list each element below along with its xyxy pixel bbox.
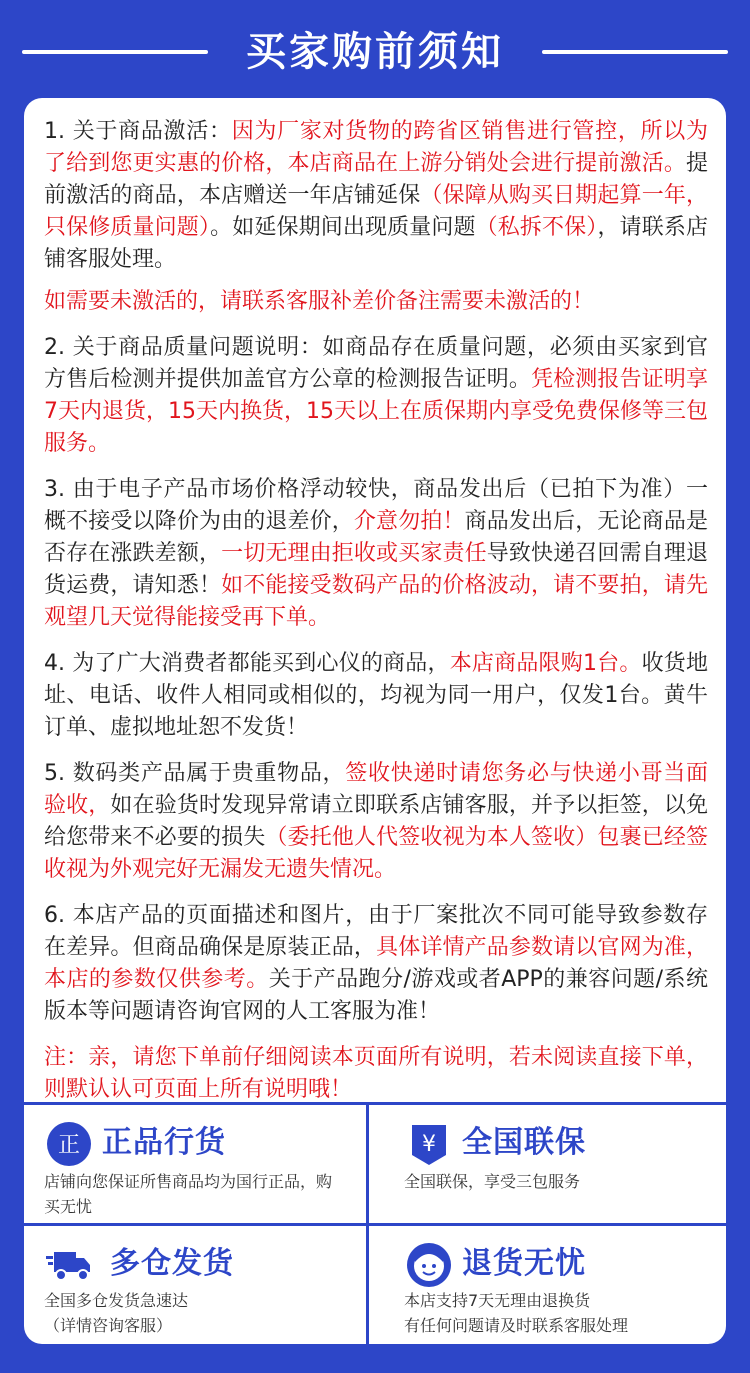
feature-desc <box>404 1288 704 1338</box>
feature-desc-line: 有任何问题请及时联系客服处理 <box>404 1316 629 1335</box>
smiley-service-icon <box>406 1242 452 1288</box>
notice-text: 导致快递召回需自理退货运费，请知悉！ <box>44 541 708 598</box>
feature-title: 退货无忧 <box>462 1246 586 1281</box>
notice-text: 2. 关于商品质量问题说明：如商品存在质量问题，必须由买家到官方售后检测并提供加盖官方公章的检测报告证明。 <box>44 335 708 392</box>
feature-desc-line: 全国多仓发货急速达 <box>44 1291 189 1310</box>
notice-text: ，请联系店铺客服处理。 <box>44 215 708 272</box>
notice-highlight: 注：亲，请您下单前仔细阅读本页面所有说明，若未阅读直接下单，则默认认可页面上所有说明哦！ <box>44 1045 708 1102</box>
notice-text: 商品发出后，无论商品是否存在涨跌差额， <box>44 509 708 566</box>
feature-title: 多仓发货 <box>110 1246 234 1281</box>
feature-warehouse <box>24 1226 344 1344</box>
notice-paragraph <box>44 648 708 744</box>
notice-paragraph <box>44 1042 708 1106</box>
notice-text: 3. 由于电子产品市场价格浮动较快，商品发出后（已拍下为准）一概不接受以降价为由的退差价， <box>44 477 708 534</box>
header <box>0 0 750 96</box>
notice-text: 关于产品跑分/游戏或者APP的兼容问题/系统版本等问题请咨询官网的人工客服为准！ <box>44 967 708 1024</box>
notice-highlight: 介意勿拍！ <box>353 509 465 534</box>
feature-desc: 店铺向您保证所售商品均为国行正品，购买无忧 <box>44 1172 333 1216</box>
feature-title: 全国联保 <box>462 1125 586 1160</box>
notice-text: 如在验货时发现异常请立即联系店铺客服，并予以拒签，以免给您带来不必要的损失 <box>44 793 708 850</box>
notice-paragraph <box>44 758 708 886</box>
notice-highlight: （委托他人代签收视为本人签收）包裹已经签收视为外观完好无漏发无遗失情况。 <box>44 825 708 882</box>
notice-text: 4. 为了广大消费者都能买到心仪的商品， <box>44 651 450 676</box>
page-title: 买家购前须知 <box>246 29 504 75</box>
feature-returns <box>384 1226 704 1344</box>
notice-highlight: 如需要未激活的，请联系客服补差价备注需要未激活的！ <box>44 289 595 314</box>
notice-highlight: 具体详情产品参数请以官网为准，本店的参数仅供参考。 <box>44 935 708 992</box>
feature-genuine <box>24 1105 344 1223</box>
notice-highlight: 如不能接受数码产品的价格波动，请不要拍，请先观望几天觉得能接受再下单。 <box>44 573 708 630</box>
notice-text: 收货地址、电话、收件人相同或相似的，均视为同一用户，仅发1台。黄牛订单、虚拟地址恕不发货！ <box>44 651 708 740</box>
zheng-badge-icon <box>46 1121 92 1167</box>
feature-grid <box>24 1102 726 1344</box>
notice-highlight: 一切无理由拒收或买家责任 <box>221 541 487 566</box>
notice-highlight: （保障从购买日期起算一年，只保修质量问题） <box>44 183 708 240</box>
notice-highlight: 因为厂家对货物的跨省区销售进行管控，所以为了给到您更实惠的价格，本店商品在上游分销处会进行提前激活。 <box>44 119 708 176</box>
notice-highlight: 本店商品限购1台。 <box>449 651 642 676</box>
notice-paragraph <box>44 286 708 318</box>
notice-text: 5. 数码类产品属于贵重物品， <box>44 761 346 786</box>
svg-text:正: 正 <box>57 1133 81 1158</box>
notice-highlight: 签收快递时请您务必与快递小哥当面验收， <box>44 761 708 818</box>
notice-text: 6. 本店产品的页面描述和图片，由于厂案批次不同可能导致参数存在差异。但商品确保是原装正品， <box>44 903 708 960</box>
feature-desc-line: （详情咨询客服） <box>44 1316 173 1335</box>
delivery-truck-icon <box>42 1242 96 1288</box>
notice-text: 。如延保期间出现质量问题 <box>210 215 476 240</box>
notice-paragraph <box>44 900 708 1028</box>
svg-text:¥: ¥ <box>422 1132 436 1157</box>
notice-text: 1. 关于商品激活： <box>44 119 232 144</box>
notice-paragraph <box>44 332 708 460</box>
feature-desc: 全国联保，享受三包服务 <box>404 1172 581 1191</box>
notice-paragraph <box>44 474 708 634</box>
notice-highlight: 凭检测报告证明享7天内退货，15天内换货，15天以上在质保期内享受免费保修等三包服务。 <box>44 367 708 456</box>
notice-paragraph <box>44 116 708 276</box>
notice-highlight: （私拆不保） <box>475 215 598 240</box>
feature-warranty <box>384 1105 704 1223</box>
feature-desc-line: 本店支持7天无理由退换货 <box>404 1291 591 1310</box>
feature-desc <box>44 1288 344 1338</box>
header-rule-right <box>542 50 728 54</box>
notice-list <box>24 98 726 1106</box>
notice-text: 提前激活的商品，本店赠送一年店铺延保 <box>44 151 708 208</box>
notice-card <box>24 98 726 1344</box>
yen-tag-icon <box>406 1121 452 1167</box>
feature-title: 正品行货 <box>102 1125 226 1160</box>
